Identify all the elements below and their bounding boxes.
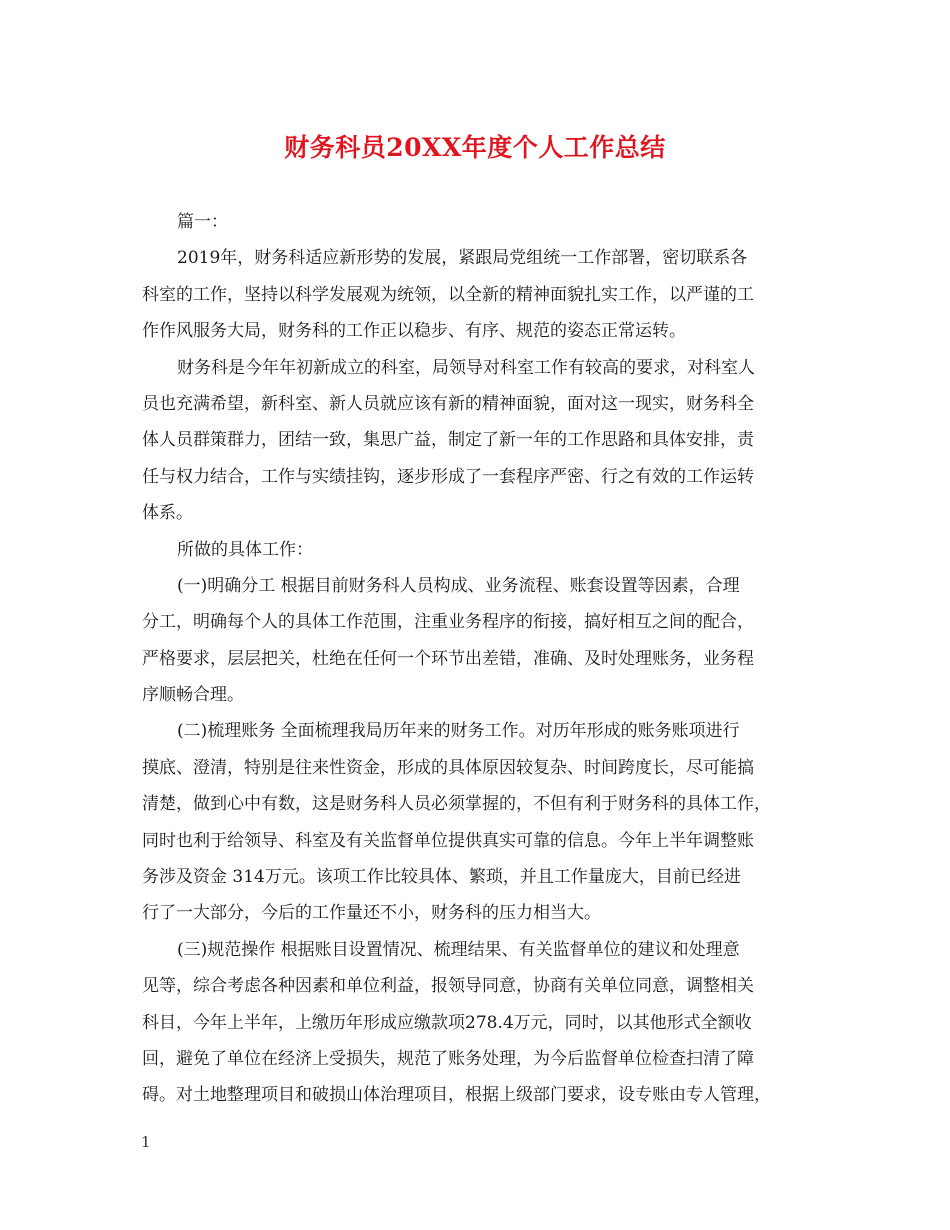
body-line: 员也充满希望，新科室、新人员就应该有新的精神面貌，面对这一现实，财务科全 [142, 393, 754, 414]
body-line: 篇一： [177, 212, 228, 232]
body-line: 分工，明确每个人的具体工作范围，注重业务程序的衔接，搞好相互之间的配合， [142, 612, 754, 633]
body-line: 清楚，做到心中有数，这是财务科人员必须掌握的，不但有利于财务科的具体工作， [142, 794, 771, 815]
body-line: 同时也利于给领导、科室及有关监督单位提供真实可靠的信息。今年上半年调整账 [142, 830, 754, 851]
body-line: (二)梳理账务 全面梳理我局历年来的财务工作。对历年形成的账务账项进行 [177, 721, 740, 742]
body-line: 2019年，财务科适应新形势的发展，紧跟局党组统一工作部署，密切联系各 [177, 248, 748, 269]
document-title: 财务科员20XX年度个人工作总结 [284, 133, 666, 162]
body-line: 务涉及资金 314万元。该项工作比较具体、繁琐，并且工作量庞大，目前已经进 [142, 867, 741, 888]
body-line: 序顺畅合理。 [142, 685, 244, 706]
body-line: 科目，今年上半年，上缴历年形成应缴款项278.4万元，同时，以其他形式全额收 [142, 1012, 752, 1033]
body-line: 碍。对土地整理项目和破损山体治理项目，根据上级部门要求，设专账由专人管理， [142, 1085, 771, 1106]
body-line: 体人员群策群力，团结一致，集思广益，制定了新一年的工作思路和具体安排，责 [142, 430, 754, 451]
body-line: 见等，综合考虑各种因素和单位利益，报领导同意，协商有关单位同意，调整相关 [142, 976, 754, 997]
body-line: 科室的工作，坚持以科学发展观为统领，以全新的精神面貌扎实工作，以严谨的工 [142, 284, 754, 305]
body-line: 财务科是今年年初新成立的科室，局领导对科室工作有较高的要求，对科室人 [177, 357, 755, 378]
body-line: 所做的具体工作： [177, 539, 313, 560]
body-line: 体系。 [142, 503, 193, 524]
body-line: 严格要求，层层把关，杜绝在任何一个环节出差错，准确、及时处理账务，业务程 [142, 648, 754, 669]
body-line: 行了一大部分，今后的工作量还不小，财务科的压力相当大。 [142, 903, 601, 924]
body-line: (一)明确分工 根据目前财务科人员构成、业务流程、账套设置等因素，合理 [177, 575, 740, 596]
body-line: 摸底、澄清，特别是往来性资金，形成的具体原因较复杂、时间跨度长，尽可能搞 [142, 757, 754, 778]
page-number: 1 [141, 1133, 151, 1151]
body-line: 作作风服务大局，财务科的工作正以稳步、有序、规范的姿态正常运转。 [142, 321, 686, 342]
document-body [142, 204, 824, 1114]
body-line: 回，避免了单位在经济上受损失，规范了账务处理，为今后监督单位检查扫清了障 [142, 1048, 754, 1069]
body-line: 任与权力结合，工作与实绩挂钩，逐步形成了一套程序严密、行之有效的工作运转 [142, 466, 754, 487]
body-line: (三)规范操作 根据账目设置情况、梳理结果、有关监督单位的建议和处理意 [177, 939, 740, 960]
